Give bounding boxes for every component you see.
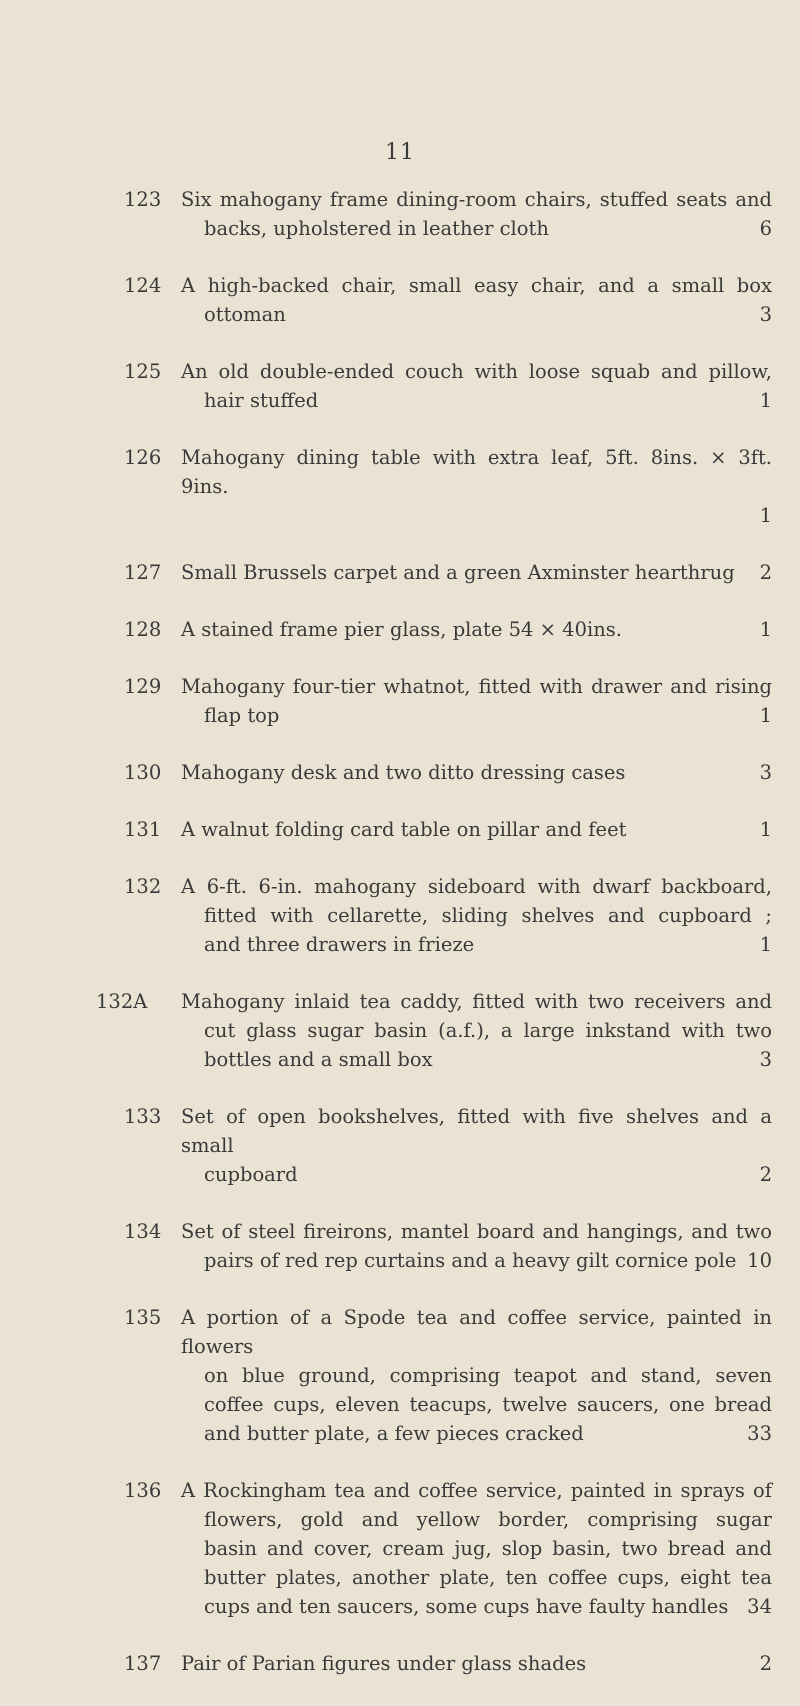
lot-entry	[0, 615, 800, 644]
lot-entry	[0, 1649, 800, 1678]
lot-description-line: and butter plate, a few pieces cracked	[204, 1422, 584, 1445]
lot-description-line: A Rockingham tea and coffee service, painted in sprays of	[181, 1479, 772, 1502]
lot-number: 136	[124, 1479, 162, 1502]
lot-entry	[0, 987, 800, 1074]
lot-last-line	[181, 1045, 772, 1074]
lot-entry	[0, 357, 800, 415]
lot-number: 123	[124, 188, 162, 211]
lot-entry	[0, 758, 800, 787]
lot-quantity: 1	[759, 504, 772, 527]
lot-number: 128	[124, 618, 162, 641]
lot-quantity: 1	[759, 818, 772, 841]
lot-last-line	[181, 300, 772, 329]
lot-description-line: Mahogany dining table with extra leaf, 5ft. 8ins. × 3ft. 9ins.	[181, 446, 772, 498]
lot-number: 134	[124, 1220, 162, 1243]
lot-quantity: 3	[759, 761, 772, 784]
lot-entry	[0, 872, 800, 959]
lot-entry	[0, 1476, 800, 1621]
lot-quantity: 2	[759, 1163, 772, 1186]
lot-number: 125	[124, 360, 162, 383]
lot-description-line: Mahogany four-tier whatnot, fitted with drawer and rising	[181, 675, 772, 698]
lot-description-line: bottles and a small box	[204, 1048, 433, 1071]
lot-entry	[0, 1303, 800, 1448]
lot-last-line	[181, 758, 772, 787]
lot-quantity: 1	[759, 704, 772, 727]
lot-description-line: Mahogany desk and two ditto dressing cases	[181, 761, 626, 784]
lot-last-line	[181, 1419, 772, 1448]
lot-quantity: 2	[759, 561, 772, 584]
lot-number: 129	[124, 675, 162, 698]
lot-description-line: pairs of red rep curtains and a heavy gilt cornice pole	[204, 1249, 737, 1272]
lot-number: 127	[124, 561, 162, 584]
lot-description-line: flap top	[204, 704, 280, 727]
lot-quantity: 3	[759, 303, 772, 326]
lot-number: 131	[124, 818, 162, 841]
lot-quantity: 3	[759, 1048, 772, 1071]
lot-description-line: Six mahogany frame dining-room chairs, stuffed seats and	[181, 188, 772, 211]
lot-description-line: A portion of a Spode tea and coffee service, painted in flowers	[181, 1306, 772, 1358]
lot-description-line: A 6-ft. 6-in. mahogany sideboard with dwarf backboard,	[181, 875, 772, 898]
lot-quantity: 33	[747, 1422, 772, 1445]
lot-number: 132A	[96, 990, 148, 1013]
lot-description-line: A high-backed chair, small easy chair, and a small box	[181, 274, 772, 297]
lot-number: 135	[124, 1306, 162, 1329]
lot-number: 124	[124, 274, 162, 297]
lot-quantity: 2	[759, 1652, 772, 1675]
lot-last-line	[181, 930, 772, 959]
lot-quantity: 1	[759, 389, 772, 412]
lot-entry	[0, 185, 800, 243]
lot-entry	[0, 672, 800, 730]
lot-description-line: An old double-ended couch with loose squab and pillow,	[181, 360, 772, 383]
lot-quantity: 6	[759, 217, 772, 240]
lot-description-line: and three drawers in frieze	[204, 933, 475, 956]
lot-description-line: Small Brussels carpet and a green Axminster hearthrug	[181, 561, 735, 584]
lot-description-line: backs, upholstered in leather cloth	[204, 217, 549, 240]
lot-number: 137	[124, 1652, 162, 1675]
lot-last-line	[181, 386, 772, 415]
lot-description-line: coffee cups, eleven teacups, twelve saucers, one bread	[204, 1393, 772, 1416]
lot-description-line: cups and ten saucers, some cups have faulty handles	[204, 1595, 729, 1618]
lot-description-line: hair stuffed	[204, 389, 319, 412]
lot-description-line: flowers, gold and yellow border, comprising sugar	[204, 1508, 772, 1531]
lot-last-line	[181, 1160, 772, 1189]
lot-entry	[0, 1217, 800, 1275]
lot-number: 126	[124, 446, 162, 469]
lot-description-line: A walnut folding card table on pillar and feet	[181, 818, 627, 841]
lot-last-line	[181, 558, 772, 587]
lot-description-line: fitted with cellarette, sliding shelves and cupboard ;	[204, 904, 772, 927]
lot-quantity: 34	[747, 1595, 772, 1618]
lot-entry	[0, 1102, 800, 1189]
lot-description-line: cut glass sugar basin (a.f.), a large inkstand with two	[204, 1019, 772, 1042]
lot-last-line	[181, 701, 772, 730]
lot-last-line	[181, 1246, 772, 1275]
lot-quantity: 1	[759, 618, 772, 641]
lot-last-line	[181, 501, 772, 530]
lot-quantity: 10	[747, 1249, 772, 1272]
lot-last-line	[181, 1592, 772, 1621]
lot-last-line	[181, 1649, 772, 1678]
lot-description-line: Pair of Parian figures under glass shades	[181, 1652, 587, 1675]
lot-last-line	[181, 615, 772, 644]
lot-entry	[0, 815, 800, 844]
lot-description-line: Set of steel fireirons, mantel board and hangings, and two	[181, 1220, 772, 1243]
lot-description-line: butter plates, another plate, ten coffee cups, eight tea	[204, 1566, 772, 1589]
lot-description-line: Set of open bookshelves, fitted with five shelves and a small	[181, 1105, 772, 1157]
lot-description-line: basin and cover, cream jug, slop basin, two bread and	[204, 1537, 772, 1560]
lot-description-line: ottoman	[204, 303, 286, 326]
lot-entry	[0, 558, 800, 587]
lot-last-line	[181, 214, 772, 243]
lot-description-line: on blue ground, comprising teapot and stand, seven	[204, 1364, 772, 1387]
lot-entry	[0, 443, 800, 530]
lot-number: 133	[124, 1105, 162, 1128]
lot-number: 132	[124, 875, 162, 898]
lot-last-line	[181, 815, 772, 844]
lot-description-line: cupboard	[204, 1163, 298, 1186]
lot-list	[0, 185, 800, 1706]
lot-entry	[0, 271, 800, 329]
lot-description-line: Mahogany inlaid tea caddy, fitted with two receivers and	[181, 990, 772, 1013]
lot-description-line: A stained frame pier glass, plate 54 × 40ins.	[181, 618, 622, 641]
page-number: 11	[385, 140, 415, 165]
lot-number: 130	[124, 761, 162, 784]
lot-quantity: 1	[759, 933, 772, 956]
